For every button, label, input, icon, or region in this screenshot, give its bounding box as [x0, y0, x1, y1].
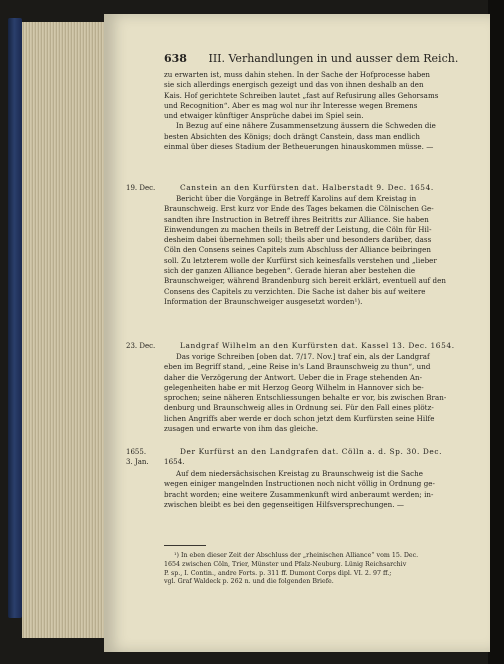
book-spine	[8, 18, 22, 618]
text-line: bracht worden; eine weitere Zusammenkunft wird anberaumt werden; in-	[164, 489, 434, 499]
text-line: einmal über dieses Stadium der Betheuerungen hinauskommen müsse. —	[164, 142, 434, 152]
text-line: lichen Angriffs aber werde er doch schon jetzt dem Kurfürsten seine Hilfe	[164, 413, 435, 423]
entry-date: 19. Dec.	[126, 184, 156, 192]
entry-heading: Canstein an den Kurfürsten dat. Halberstadt 9. Dec. 1654.	[180, 183, 434, 192]
running-title: III. Verhandlungen in und ausser dem Reich.	[208, 52, 459, 65]
footnote-line: P. sp., I. Contin., andre Forts. p. 311 ff. Dumont Corps dipl. VI. 2. 97 ff.;	[164, 569, 392, 577]
entry-date: 23. Dec.	[126, 342, 156, 350]
text-line: daher die Verzögerung der Antwort. Ueber die in Frage stehenden An-	[164, 372, 423, 382]
footnote-line: vgl. Graf Waldeck p. 262 n. und die folgenden Briefe.	[164, 578, 334, 586]
intro-paragraph	[164, 70, 482, 152]
text-line: sandten ihre Instruction in Betreff ihres Beitritts zur Alliance. Sie haben	[164, 214, 429, 224]
text-line: Consens des Capitels zu verzichten. Die Sache ist daher bis auf weitere	[164, 286, 426, 296]
text-line: gelegenheiten habe er mit Herzog Georg Wilhelm in Hannover sich be-	[164, 382, 424, 392]
text-line: denburg und Braunschweig alles in Ordnung sei. Für den Fall eines plötz-	[164, 403, 434, 413]
entry-heading: Landgraf Wilhelm an den Kurfürsten dat. Kassel 13. Dec. 1654.	[180, 341, 455, 350]
footnote-rule	[164, 545, 206, 546]
text-line: und Recognition“. Aber es mag wol nur ihr Interesse wegen Bremens	[164, 100, 418, 110]
entry-body	[164, 194, 482, 307]
entry-body	[164, 469, 482, 510]
text-line: sie sich allerdings energisch gezeigt und das von ihnen deshalb an den	[164, 80, 424, 90]
text-line: Bericht über die Vorgänge in Betreff Karolins auf dem Kreistag in	[176, 194, 417, 203]
running-head	[164, 52, 458, 65]
text-line: zusagen und erwarte von ihm das gleiche.	[164, 424, 319, 434]
footnote-line: ¹) In eben dieser Zeit der Abschluss der „rheinischen Alliance“ vom 15. Dec.	[174, 552, 419, 559]
text-line: Cöln den Consens seines Capitels zum Abschluss der Alliance beibringen	[164, 245, 432, 255]
entry-heading: Der Kurfürst an den Landgrafen dat. Cölln a. d. Sp. 30. Dec.	[180, 447, 443, 456]
text-line: Einwendungen zu machen theils in Betreff der Leistung, die Cöln für Hil-	[164, 224, 432, 234]
text-line: sprochen; seine näheren Entschliessungen behalte er vor, bis zwischen Bran-	[164, 393, 447, 403]
text-line: zwischen bleibt es bei den gegenseitigen Hilfsversprechungen. —	[164, 499, 405, 509]
text-line: sich der ganzen Alliance begeben“. Gerade hieran aber bestehen die	[164, 266, 416, 276]
text-line: eben im Begriff stand, „eine Reise in's Land Braunschweig zu thun“, und	[164, 362, 431, 372]
text-line: besten Absichten des Königs; doch drängt Canstein, dass man endlich	[164, 131, 420, 141]
page-edges	[22, 22, 106, 638]
text-line: zu erwarten ist, muss dahin stehen. In der Sache der Hofprocesse haben	[164, 70, 431, 79]
footnote	[164, 552, 474, 587]
book-page	[104, 14, 490, 652]
entry-heading-continued: 1654.	[164, 457, 185, 466]
page-number: 638	[164, 52, 187, 65]
gutter-shadow	[488, 0, 504, 664]
text-line: In Bezug auf eine nähere Zusammensetzung äussern die Schweden die	[176, 121, 436, 131]
entry-body	[164, 352, 482, 434]
text-line: Auf dem niedersächsischen Kreistag zu Braunschweig ist die Sache	[176, 469, 424, 478]
text-line: Information der Braunschweiger ausgesetzt worden¹).	[164, 296, 363, 306]
entry-date: 1655.	[126, 448, 147, 456]
text-line: Das vorige Schreiben [oben dat. 7/17. Nov.] traf ein, als der Landgraf	[176, 352, 430, 361]
text-line: Kais. Hof gerichtete Schreiben lautet „fast auf Refusirung alles Gehorsams	[164, 90, 439, 100]
entry-date-secondary: 3. Jan.	[126, 458, 149, 466]
text-line: soll. Zu letzterem wolle der Kurfürst sich keinesfalls verstehen und „lieber	[164, 255, 437, 265]
text-line: wegen einiger mangelnden Instructionen noch nicht völlig in Ordnung ge-	[164, 479, 435, 489]
text-line: Braunschweiger, während Brandenburg sich bereit erklärt, eventuell auf den	[164, 276, 446, 286]
text-line: und etwaiger künftiger Ansprüche dabei im Spiel sein.	[164, 111, 364, 121]
footnote-line: 1654 zwischen Cöln, Trier, Münster und Pfalz-Neuburg. Lünig Reichsarchiv	[164, 560, 407, 568]
text-line: Braunschweig. Erst kurz vor Ende des Tages bekamen die Cölnischen Ge-	[164, 204, 434, 214]
text-line: desheim dabei übernehmen soll; theils aber und besonders darüber, dass	[164, 235, 432, 245]
